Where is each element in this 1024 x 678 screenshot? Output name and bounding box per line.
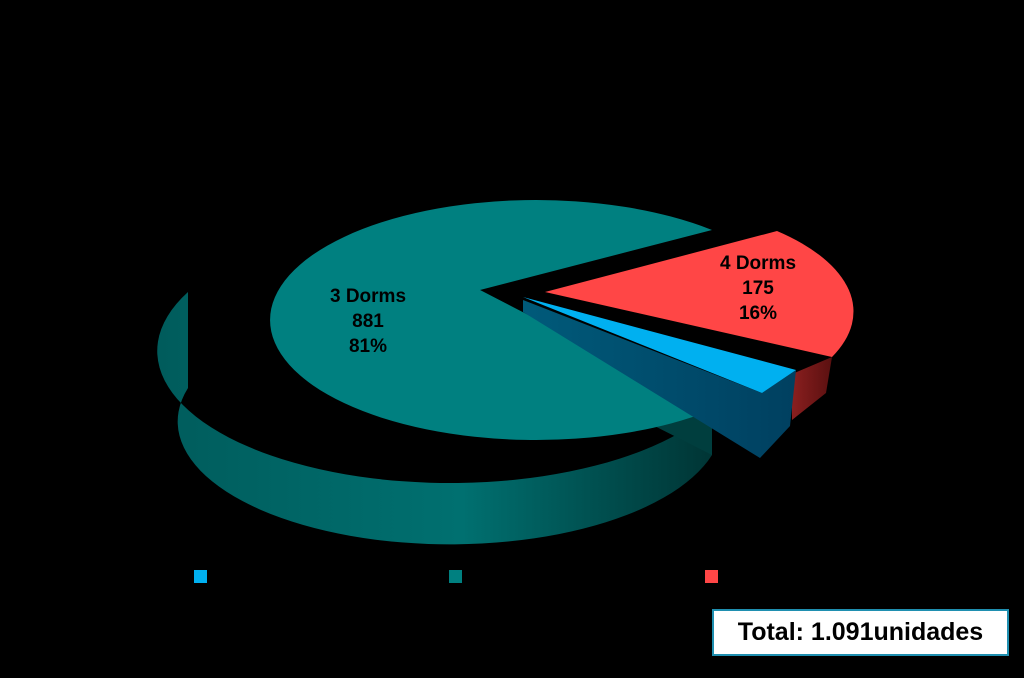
label-4-dorms-value: 175 [742,278,774,299]
legend-item-2-dorms [194,570,207,583]
legend-swatch-4-dorms [705,570,718,583]
label-3-dorms-name: 3 Dorms [329,286,407,307]
label-3-dorms-percent: 81% [348,336,388,357]
total-units-box [712,609,1009,656]
legend [0,570,1024,590]
legend-item-4-dorms [705,570,718,583]
label-3-dorms-value: 881 [352,311,384,332]
slice-3-dorms-top [270,200,712,440]
legend-item-3-dorms [449,570,462,583]
legend-swatch-3-dorms [449,570,462,583]
total-units-text: Total: 1.091unidades [737,618,984,646]
legend-swatch-2-dorms [194,570,207,583]
label-4-dorms-name: 4 Dorms [719,253,797,274]
label-4-dorms-percent: 16% [738,303,778,324]
slice-4-dorms-side [792,357,832,420]
